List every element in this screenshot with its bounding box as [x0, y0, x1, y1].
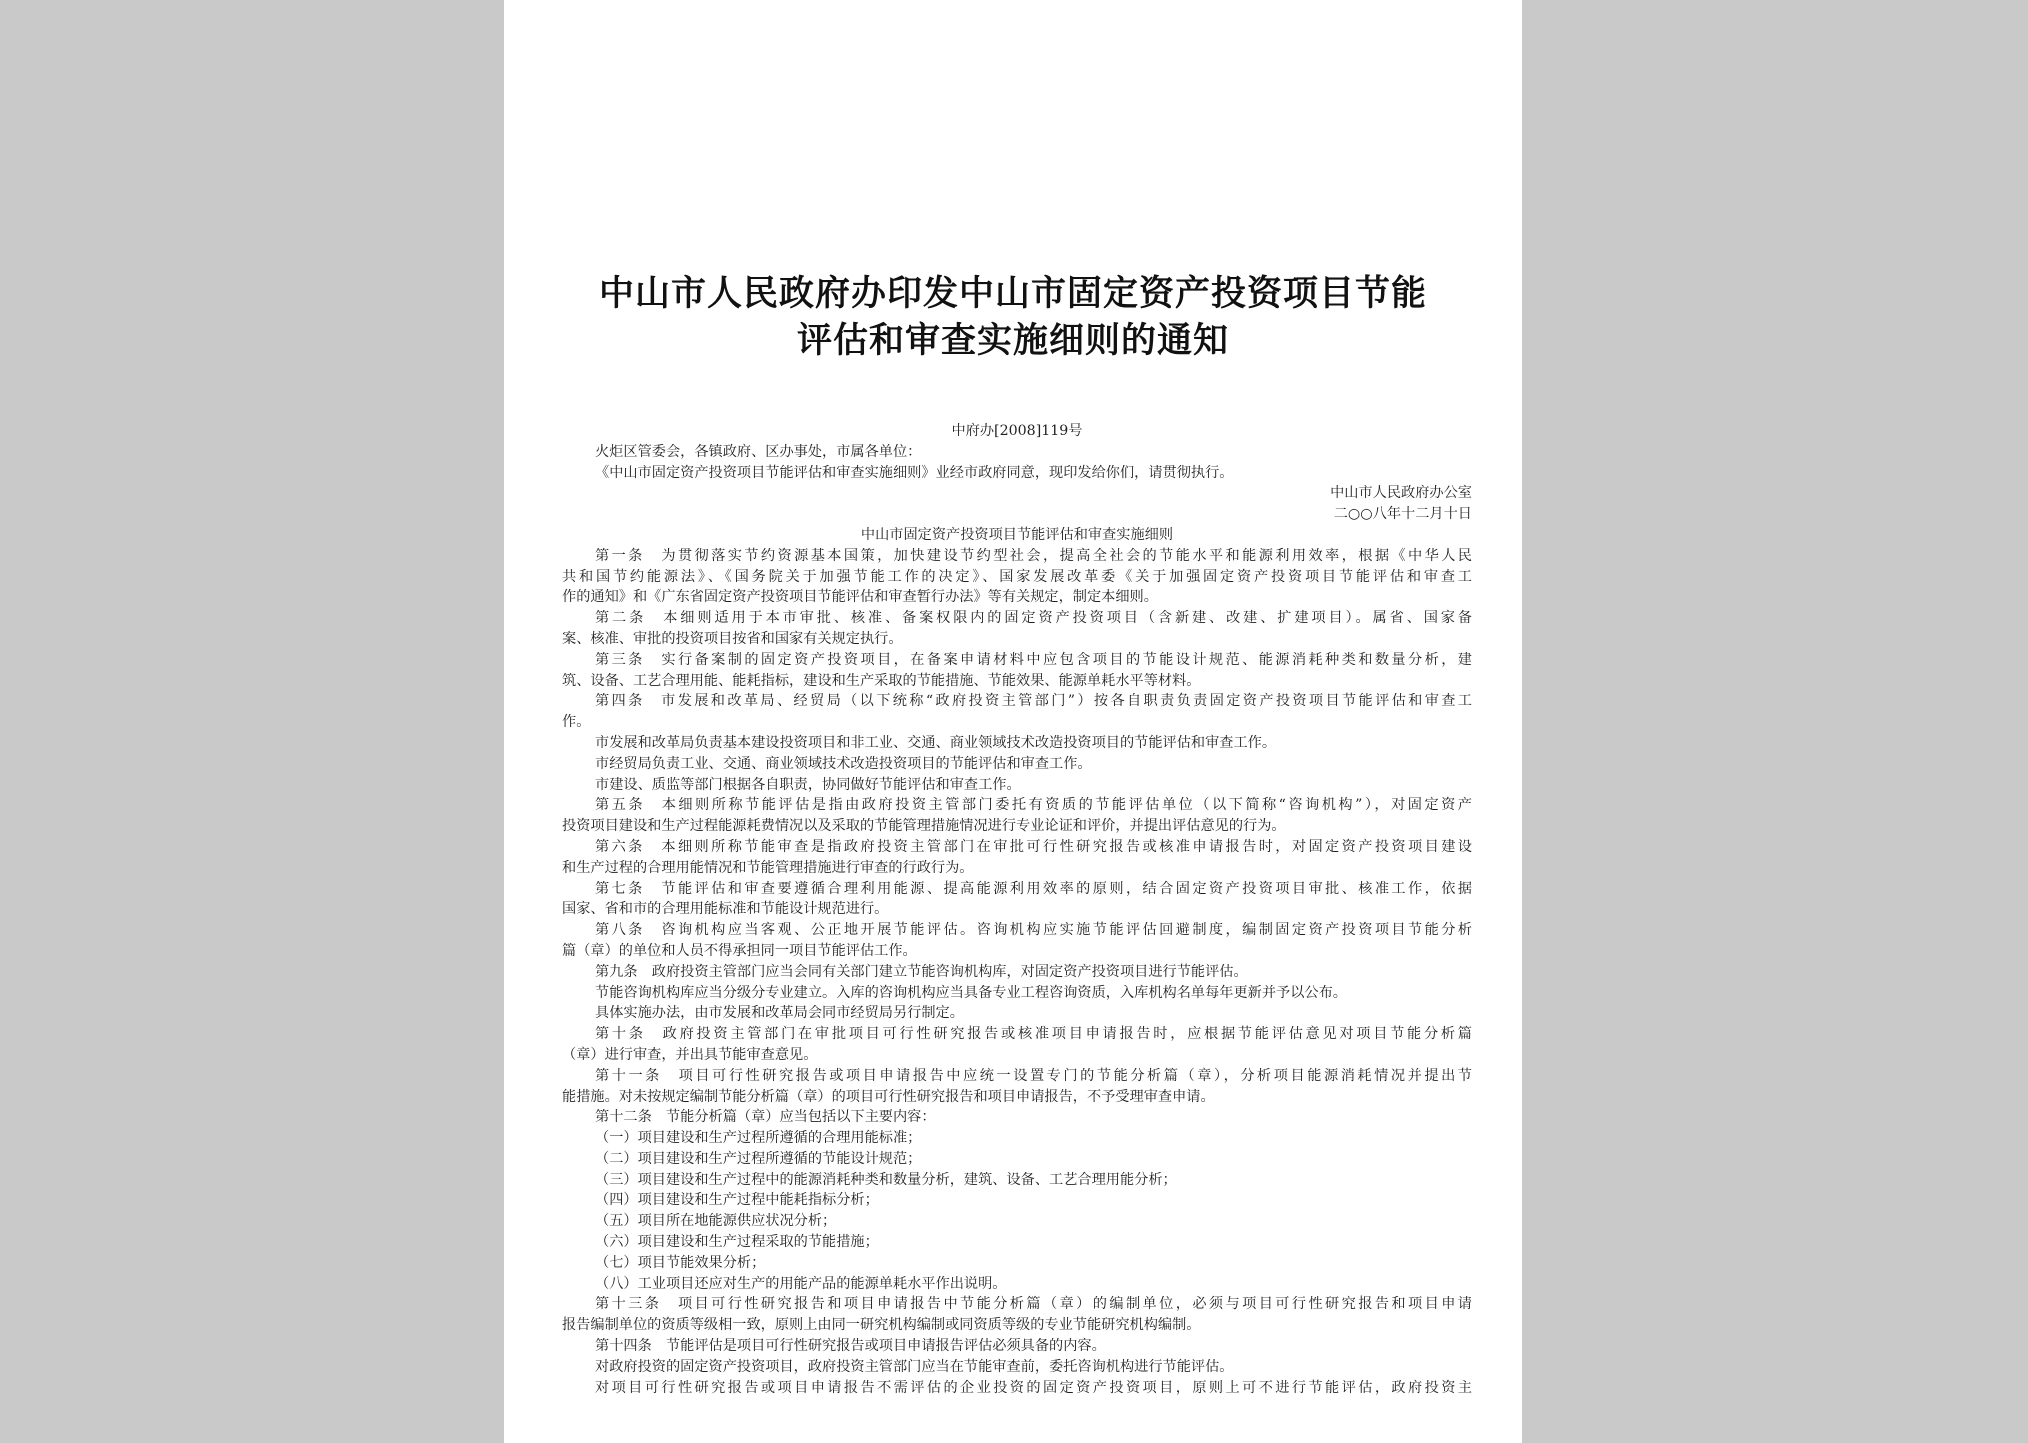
article-1-line: 共和国节约能源法》、《国务院关于加强节能工作的决定》、国家发展改革委《关于加强固定资产投资项目节能评估和审查工	[562, 568, 1472, 585]
article-10-line: （章）进行审查，并出具节能审查意见。	[562, 1046, 818, 1063]
article-10-line: 第十条 政府投资主管部门在审批项目可行性研究报告或核准项目申请报告时，应根据节能评估意见对项目节能分析篇	[595, 1026, 1472, 1043]
list-item: （四）项目建设和生产过程中能耗指标分析；	[595, 1192, 879, 1209]
article-11-line: 能措施。对未按规定编制节能分析篇（章）的项目可行性研究报告和项目申请报告，不予受理审查申请。	[562, 1088, 1215, 1105]
article-5-line: 第五条 本细则所称节能评估是指由政府投资主管部门委托有资质的节能评估单位（以下简称“咨询机构”），对固定资产	[595, 797, 1472, 814]
paragraph-line: 《中山市固定资产投资项目节能评估和审查实施细则》业经市政府同意，现印发给你们，请贯彻执行。	[595, 464, 1234, 481]
paragraph-line: 对政府投资的固定资产投资项目，政府投资主管部门应当在节能审查前，委托咨询机构进行节能评估。	[595, 1358, 1234, 1375]
article-13-line: 第十三条 项目可行性研究报告和项目申请报告中节能分析篇（章）的编制单位，必须与项目可行性研究报告和项目申请	[595, 1296, 1472, 1313]
article-8-line: 篇（章）的单位和人员不得承担同一项目节能评估工作。	[562, 942, 917, 959]
document-title-line-1: 中山市人民政府办印发中山市固定资产投资项目节能	[598, 274, 1427, 314]
list-item: （三）项目建设和生产过程中的能源消耗种类和数量分析，建筑、设备、工艺合理用能分析；	[595, 1171, 1177, 1188]
article-5-line: 投资项目建设和生产过程能源耗费情况以及采取的节能管理措施情况进行专业论证和评价，并提出评估意见的行为。	[562, 818, 1286, 835]
doc-number: 中府办[2008]119号	[951, 423, 1083, 439]
paragraph-line: 对项目可行性研究报告或项目申请报告不需评估的企业投资的固定资产投资项目，原则上可不进行节能评估，政府投资主	[595, 1379, 1472, 1396]
article-4-line: 第四条 市发展和改革局、经贸局（以下统称“政府投资主管部门”）按各自职责负责固定资产投资项目节能评估和审查工	[595, 693, 1472, 710]
article-8-line: 第八条 咨询机构应当客观、公正地开展节能评估。咨询机构应实施节能评估回避制度，编制固定资产投资项目节能分析	[595, 922, 1472, 939]
article-7-line: 第七条 节能评估和审查要遵循合理利用能源、提高能源利用效率的原则，结合固定资产投资项目审批、核准工作，依据	[595, 880, 1472, 897]
list-item: （二）项目建设和生产过程所遵循的节能设计规范；	[595, 1150, 922, 1167]
paragraph-line: 具体实施办法，由市发展和改革局会同市经贸局另行制定。	[595, 1005, 964, 1022]
article-6-line: 第六条 本细则所称节能审查是指政府投资主管部门在审批可行性研究报告或核准申请报告时，对固定资产投资项目建设	[595, 838, 1472, 855]
list-item: （七）项目节能效果分析；	[595, 1254, 766, 1271]
article-4-line: 作。	[562, 714, 591, 731]
list-item: （五）项目所在地能源供应状况分析；	[595, 1213, 837, 1230]
rules-title: 中山市固定资产投资项目节能评估和审查实施细则	[860, 526, 1174, 543]
article-1-line: 作的通知》和《广东省固定资产投资项目节能评估和审查暂行办法》等有关规定，制定本细则。	[562, 589, 1158, 606]
paragraph-line: 市建设、质监等部门根据各自职责，协同做好节能评估和审查工作。	[595, 776, 1021, 793]
article-2-line: 案、核准、审批的投资项目按省和国家有关规定执行。	[562, 630, 903, 647]
paragraph-line: 节能咨询机构库应当分级分专业建立。入库的咨询机构应当具备专业工程咨询资质，入库机构名单每年更新并予以公布。	[595, 984, 1347, 1001]
document-body	[562, 421, 1472, 1398]
article-2-line: 第二条 本细则适用于本市审批、核准、备案权限内的固定资产投资项目（含新建、改建、扩建项目）。属省、国家备	[595, 610, 1472, 627]
list-item: （六）项目建设和生产过程采取的节能措施；	[595, 1234, 879, 1251]
article-13-line: 报告编制单位的资质等级相一致，原则上由同一研究机构编制或同资质等级的专业节能研究机构编制。	[562, 1317, 1201, 1334]
article-14-line: 第十四条 节能评估是项目可行性研究报告或项目申请报告评估必须具备的内容。	[595, 1338, 1106, 1355]
document-page	[504, 0, 1522, 1443]
article-7-line: 国家、省和市的合理用能标准和节能设计规范进行。	[562, 901, 889, 918]
article-9-line: 第九条 政府投资主管部门应当会同有关部门建立节能咨询机构库，对固定资产投资项目进行节能评估。	[595, 963, 1248, 980]
list-item: （一）项目建设和生产过程所遵循的合理用能标准；	[595, 1130, 922, 1147]
article-3-line: 筑、设备、工艺合理用能、能耗指标，建设和生产采取的节能措施、节能效果、能源单耗水平等材料。	[562, 672, 1201, 689]
addressee: 火炬区管委会，各镇政府、区办事处，市属各单位：	[595, 443, 922, 460]
article-6-line: 和生产过程的合理用能情况和节能管理措施进行审查的行政行为。	[562, 859, 974, 876]
paragraph-line: 市发展和改革局负责基本建设投资项目和非工业、交通、商业领域技术改造投资项目的节能评估和审查工作。	[595, 734, 1277, 751]
document-title-line-2: 评估和审查实施细则的通知	[796, 321, 1229, 361]
issue-date: 二○○八年十二月十日	[1333, 506, 1472, 523]
article-11-line: 第十一条 项目可行性研究报告或项目申请报告中应统一设置专门的节能分析篇（章），分析项目能源消耗情况并提出节	[595, 1067, 1472, 1084]
article-1-line: 第一条 为贯彻落实节约资源基本国策，加快建设节约型社会，提高全社会的节能水平和能源利用效率，根据《中华人民	[595, 547, 1472, 564]
article-3-line: 第三条 实行备案制的固定资产投资项目，在备案申请材料中应包含项目的节能设计规范、能源消耗种类和数量分析，建	[595, 651, 1472, 668]
article-12-line: 第十二条 节能分析篇（章）应当包括以下主要内容：	[595, 1109, 936, 1126]
list-item: （八）工业项目还应对生产的用能产品的能源单耗水平作出说明。	[595, 1275, 1007, 1292]
paragraph-line: 市经贸局负责工业、交通、商业领域技术改造投资项目的节能评估和审查工作。	[595, 755, 1092, 772]
issuer: 中山市人民政府办公室	[1330, 485, 1472, 502]
